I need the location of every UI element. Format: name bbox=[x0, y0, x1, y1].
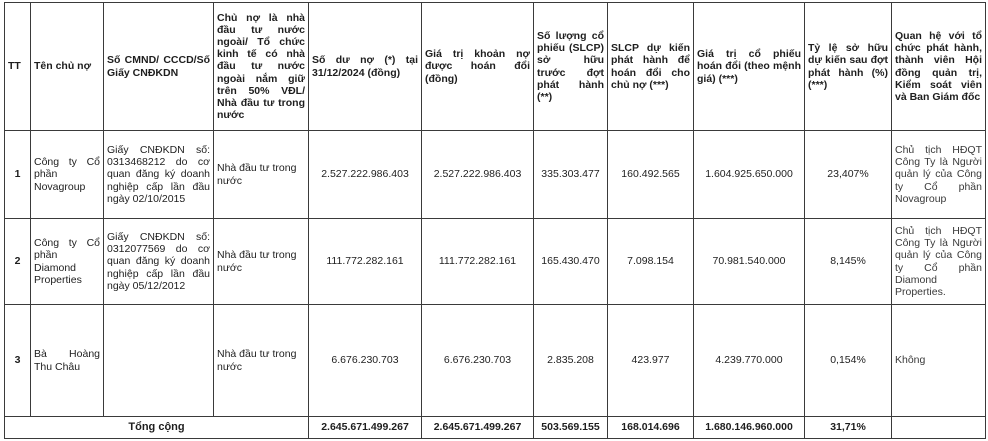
row-relationship: Chủ tịch HĐQT Công Ty là Người quản lý của Công ty Cổ phần Novagroup bbox=[892, 131, 986, 219]
row-id-number bbox=[104, 305, 214, 417]
table-row bbox=[5, 131, 986, 219]
row-debt-balance: 6.676.230.703 bbox=[309, 305, 422, 417]
total-par-value: 1.680.146.960.000 bbox=[694, 417, 805, 439]
row-ownership-after: 8,145% bbox=[805, 219, 892, 305]
total-label: Tổng cộng bbox=[5, 417, 309, 439]
total-shares-issued: 168.014.696 bbox=[608, 417, 694, 439]
row-shares-before: 335.303.477 bbox=[534, 131, 608, 219]
table-row bbox=[5, 305, 986, 417]
header-par-value: Giá trị cổ phiếu hoán đổi (theo mệnh giá) (***) bbox=[694, 3, 805, 131]
row-creditor-type: Nhà đầu tư trong nước bbox=[214, 305, 309, 417]
row-par-value: 4.239.770.000 bbox=[694, 305, 805, 417]
row-convertible-debt: 111.772.282.161 bbox=[422, 219, 534, 305]
row-tt: 3 bbox=[5, 305, 31, 417]
row-creditor-type: Nhà đầu tư trong nước bbox=[214, 219, 309, 305]
row-shares-before: 165.430.470 bbox=[534, 219, 608, 305]
row-creditor-name: Công ty Cổ phần Diamond Properties bbox=[31, 219, 104, 305]
total-shares-before: 503.569.155 bbox=[534, 417, 608, 439]
creditor-table bbox=[4, 2, 986, 439]
row-relationship: Không bbox=[892, 305, 986, 417]
row-creditor-type: Nhà đầu tư trong nước bbox=[214, 131, 309, 219]
row-relationship: Chủ tịch HĐQT Công Ty là Người quản lý của Công ty Cổ phần Diamond Properties. bbox=[892, 219, 986, 305]
row-convertible-debt: 6.676.230.703 bbox=[422, 305, 534, 417]
row-convertible-debt: 2.527.222.986.403 bbox=[422, 131, 534, 219]
row-id-number: Giấy CNĐKDN số: 0313468212 do cơ quan đăng ký doanh nghiệp cấp lần đầu ngày 02/10/2015 bbox=[104, 131, 214, 219]
total-ownership-after: 31,71% bbox=[805, 417, 892, 439]
header-row bbox=[5, 3, 986, 131]
header-creditor-name: Tên chủ nợ bbox=[31, 3, 104, 131]
total-relationship-empty bbox=[892, 417, 986, 439]
total-debt-balance: 2.645.671.499.267 bbox=[309, 417, 422, 439]
header-relationship: Quan hệ với tổ chức phát hành, thành viên Hội đồng quản trị, Kiểm soát viên và Ban Giám đốc bbox=[892, 3, 986, 131]
header-convertible-debt: Giá trị khoản nợ được hoán đổi (đồng) bbox=[422, 3, 534, 131]
header-ownership-after: Tỷ lệ sở hữu dự kiến sau đợt phát hành (%) (***) bbox=[805, 3, 892, 131]
header-creditor-type: Chủ nợ là nhà đầu tư nước ngoài/ Tổ chức kinh tế có nhà đầu tư nước ngoài nắm giữ trên 50% VĐL/ Nhà đầu tư trong nước bbox=[214, 3, 309, 131]
row-shares-before: 2.835.208 bbox=[534, 305, 608, 417]
header-debt-balance: Số dư nợ (*) tại 31/12/2024 (đồng) bbox=[309, 3, 422, 131]
header-tt: TT bbox=[5, 3, 31, 131]
row-creditor-name: Bà Hoàng Thu Châu bbox=[31, 305, 104, 417]
row-id-number: Giấy CNĐKDN số: 0312077569 do cơ quan đăng ký doanh nghiệp cấp lần đầu ngày 05/12/2012 bbox=[104, 219, 214, 305]
row-debt-balance: 2.527.222.986.403 bbox=[309, 131, 422, 219]
row-debt-balance: 111.772.282.161 bbox=[309, 219, 422, 305]
row-par-value: 1.604.925.650.000 bbox=[694, 131, 805, 219]
total-row bbox=[5, 417, 986, 439]
header-id-number: Số CMND/ CCCD/Số Giấy CNĐKDN bbox=[104, 3, 214, 131]
row-ownership-after: 0,154% bbox=[805, 305, 892, 417]
header-shares-before: Số lượng cổ phiếu (SLCP) sở hữu trước đợt phát hành (**) bbox=[534, 3, 608, 131]
total-convertible-debt: 2.645.671.499.267 bbox=[422, 417, 534, 439]
row-tt: 1 bbox=[5, 131, 31, 219]
row-shares-issued: 7.098.154 bbox=[608, 219, 694, 305]
row-shares-issued: 160.492.565 bbox=[608, 131, 694, 219]
header-shares-issued: SLCP dự kiến phát hành để hoán đổi cho chủ nợ (***) bbox=[608, 3, 694, 131]
row-tt: 2 bbox=[5, 219, 31, 305]
row-ownership-after: 23,407% bbox=[805, 131, 892, 219]
row-shares-issued: 423.977 bbox=[608, 305, 694, 417]
table-row bbox=[5, 219, 986, 305]
row-creditor-name: Công ty Cổ phần Novagroup bbox=[31, 131, 104, 219]
row-par-value: 70.981.540.000 bbox=[694, 219, 805, 305]
